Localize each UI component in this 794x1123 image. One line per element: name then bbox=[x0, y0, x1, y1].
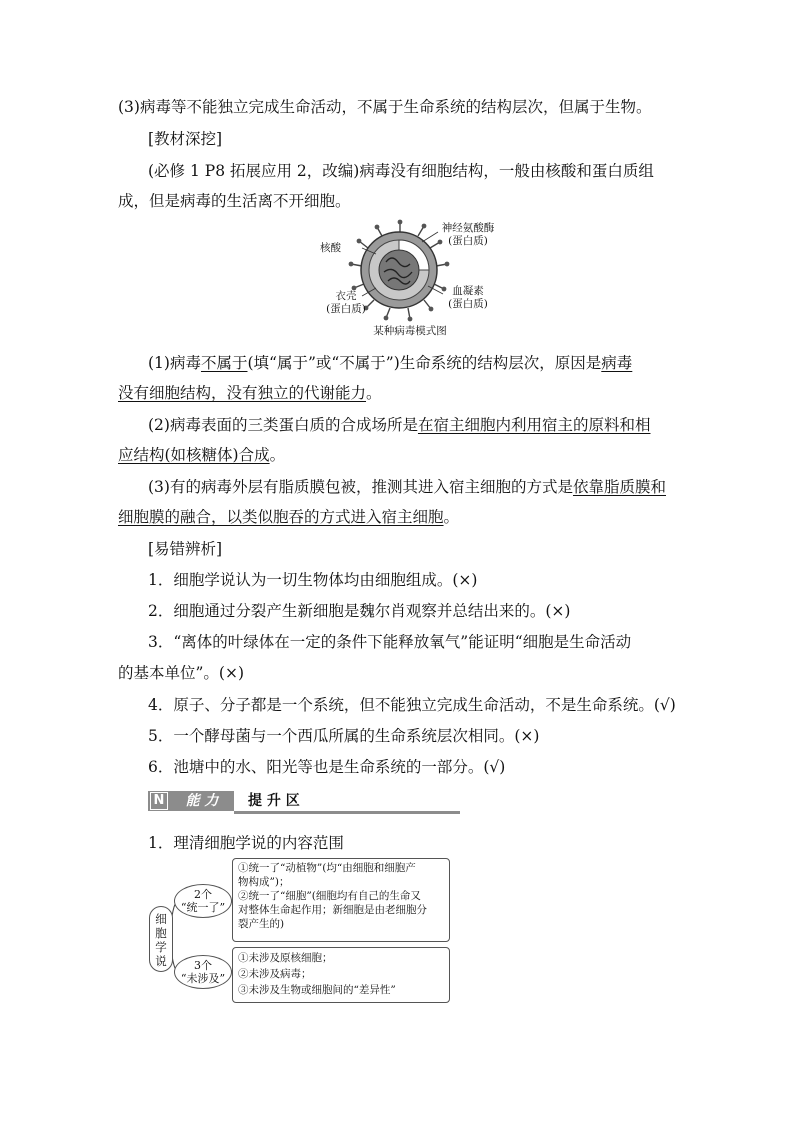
ability-banner bbox=[148, 791, 460, 815]
node-label: “未涉及” bbox=[180, 972, 226, 985]
virus-figure bbox=[310, 218, 510, 346]
error-item: 5．一个酵母菌与一个西瓜所属的生命系统层次相同。(×) bbox=[148, 727, 540, 745]
q1-text: (1)病毒 bbox=[148, 354, 201, 372]
mindmap-node-not-covered bbox=[174, 955, 232, 989]
q2-text: (2)病毒表面的三类蛋白质的合成场所是 bbox=[148, 416, 418, 434]
section-heading-deep: [教材深挖] bbox=[148, 130, 223, 148]
banner-rule bbox=[234, 811, 460, 814]
q2-answer-a: 在宿主细胞内利用宿主的原料和相 bbox=[417, 416, 651, 434]
box-line: ③未涉及生物或细胞间的“差异性” bbox=[238, 984, 396, 996]
q1-text-2: (填“属于”或“不属于”)生命系统的结构层次，原因是 bbox=[247, 354, 602, 372]
error-item-continued: 的基本单位”。(×) bbox=[118, 664, 245, 682]
banner-title: 提 升 区 bbox=[248, 793, 300, 809]
box-line: ①未涉及原核细胞； bbox=[238, 952, 333, 964]
root-char: 胞 bbox=[155, 926, 167, 940]
mindmap-node-unified bbox=[174, 884, 232, 918]
root-char: 学 bbox=[155, 940, 167, 954]
section-heading-errors: [易错辨析] bbox=[148, 540, 223, 558]
box-line: 裂产生的) bbox=[238, 918, 285, 930]
node-count: 3个 bbox=[194, 959, 212, 972]
box-line: ①统一了“动植物”(均“由细胞和细胞产 bbox=[238, 862, 416, 874]
question-1 bbox=[118, 348, 680, 408]
q1-answer-2a: 病毒 bbox=[601, 354, 633, 372]
banner-badge bbox=[148, 791, 234, 811]
node-label: “统一了” bbox=[180, 901, 226, 914]
mindmap-box-not-covered bbox=[232, 947, 450, 1003]
q3-text: (3)有的病毒外层有脂质膜包被，推测其进入宿主细胞的方式是 bbox=[148, 478, 573, 496]
error-item: 1．细胞学说认为一切生物体均由细胞组成。(×) bbox=[148, 571, 478, 589]
box-line: 对整体生命起作用；新细胞是由老细胞分 bbox=[238, 904, 427, 916]
point-1-title: 1．理清细胞学说的内容范围 bbox=[148, 834, 344, 852]
label-nucleic-acid: 核酸 bbox=[320, 242, 341, 254]
error-item: 2．细胞通过分裂产生新细胞是魏尔肖观察并总结出来的。(×) bbox=[148, 602, 571, 620]
q3-answer-a: 依靠脂质膜和 bbox=[572, 478, 666, 496]
mindmap-box-unified bbox=[232, 858, 450, 942]
intro-line: (3)病毒等不能独立完成生命活动，不属于生命系统的结构层次，但属于生物。 bbox=[118, 98, 652, 116]
box-line: ②统一了“细胞”(细胞均有自己的生命又 bbox=[238, 890, 421, 902]
mindmap bbox=[148, 858, 458, 1006]
label-hemagglutinin-sub: (蛋白质) bbox=[448, 298, 488, 310]
error-item: 3．“离体的叶绿体在一定的条件下能释放氧气”能证明“细胞是生命活动 bbox=[148, 633, 632, 651]
figure-caption: 某种病毒模式图 bbox=[373, 325, 447, 337]
label-hemagglutinin: 血凝素 bbox=[452, 285, 484, 297]
root-char: 说 bbox=[155, 954, 167, 968]
q3-answer-b: 细胞膜的融合，以类似胞吞的方式进入宿主细胞 bbox=[118, 508, 444, 526]
q1-answer-1: 不属于 bbox=[200, 354, 248, 372]
label-capsid-sub: (蛋白质) bbox=[326, 303, 366, 315]
banner-badge-text: 能 力 bbox=[185, 793, 219, 809]
mindmap-root bbox=[149, 906, 173, 972]
root-char: 细 bbox=[155, 912, 167, 926]
q1-end: 。 bbox=[366, 384, 382, 402]
error-item: 4．原子、分子都是一个系统，但不能独立完成生命活动，不是生命系统。(√) bbox=[148, 696, 676, 714]
label-neuraminidase: 神经氨酸酶 bbox=[441, 222, 495, 234]
box-line: ②未涉及病毒； bbox=[238, 968, 312, 980]
node-count: 2个 bbox=[194, 888, 212, 901]
deep-paragraph: (必修 1 P8 拓展应用 2，改编)病毒没有细胞结构，一般由核酸和蛋白质组成，但是病毒的生活离不开细胞。 bbox=[118, 162, 654, 210]
question-2 bbox=[118, 410, 680, 470]
label-neuraminidase-sub: (蛋白质) bbox=[448, 235, 488, 247]
label-capsid: 衣壳 bbox=[335, 290, 357, 302]
q3-end: 。 bbox=[443, 508, 460, 526]
q2-answer-b: 应结构(如核糖体)合成 bbox=[118, 446, 270, 464]
question-3 bbox=[118, 472, 680, 532]
box-line: 物构成”)； bbox=[238, 876, 290, 888]
q2-end: 。 bbox=[269, 446, 286, 464]
q1-answer-2b: 没有细胞结构，没有独立的代谢能力 bbox=[118, 384, 367, 402]
banner-n-icon: N bbox=[150, 792, 168, 810]
error-item: 6．池塘中的水、阳光等也是生命系统的一部分。(√) bbox=[148, 758, 506, 776]
